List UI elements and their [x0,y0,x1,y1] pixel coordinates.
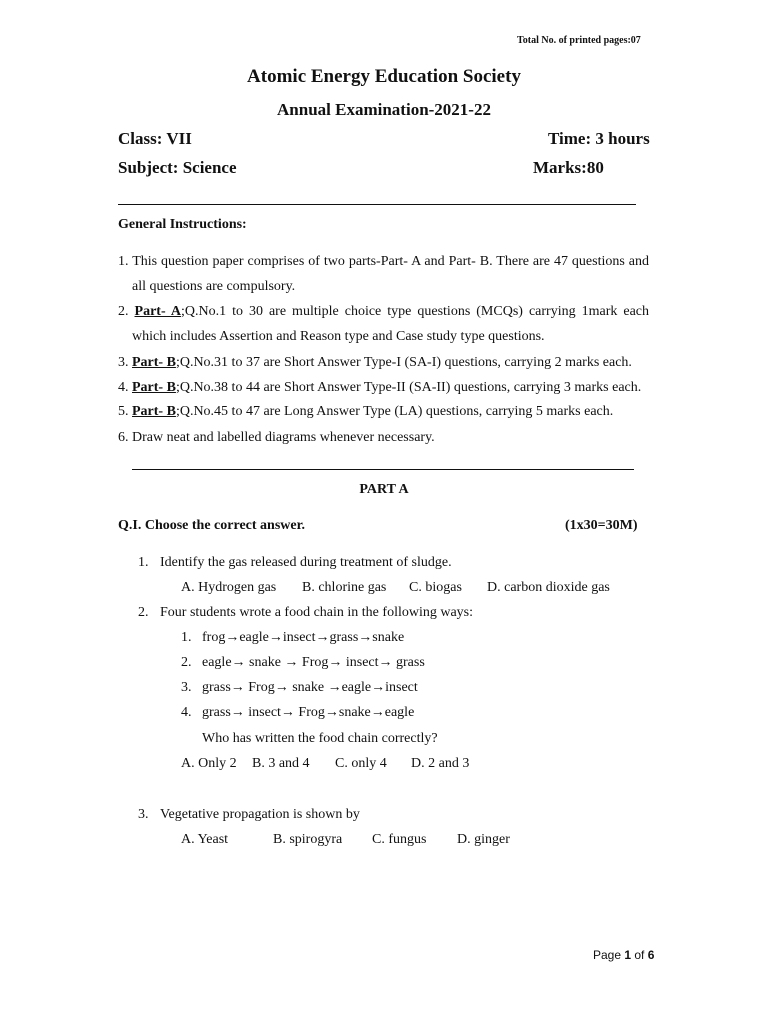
marks-label: Marks:80 [533,158,604,177]
instruction-1-cont: all questions are compulsory. [132,279,296,294]
question-1-option-c: C. biogas [409,580,462,595]
header-divider [118,204,636,205]
question-2-prompt: Who has written the food chain correctly? [202,731,438,746]
question-1-option-d: D. carbon dioxide gas [487,580,610,595]
question-2-text: Four students wrote a food chain in the following ways: [160,605,474,620]
question-3-option-a: A. Yeast [181,832,229,847]
time-label: Time: 3 hours [548,129,650,148]
part-a-label: Part- A [134,304,181,319]
food-chain-1-number: 1. [181,630,192,645]
food-chain-2-number: 2. [181,655,192,670]
question-1-option-a: A. Hydrogen gas [181,580,277,595]
question-3-option-d: D. ginger [457,832,510,847]
section-marks: (1x30=30M) [565,518,638,533]
subject-label: Subject: Science [118,158,237,177]
instruction-2-cont: which includes Assertion and Reason type and Case study type questions. [132,329,545,344]
question-3-option-b: B. spirogyra [273,832,343,847]
instructions-heading: General Instructions: [118,217,247,232]
question-1-text: Identify the gas released during treatment of sludge. [160,555,452,570]
food-chain-1: frog→eagle→insect→grass→snake [202,630,405,645]
question-3-text: Vegetative propagation is shown by [160,807,360,822]
instruction-4: 4. Part- B;Q.No.38 to 44 are Short Answer Type-II (SA-II) questions, carrying 3 marks each. [118,380,642,395]
question-2-number: 2. [138,605,149,620]
organization-title: Atomic Energy Education Society [247,66,521,87]
food-chain-3-number: 3. [181,680,192,695]
instruction-3: 3. Part- B;Q.No.31 to 37 are Short Answer Type-I (SA-I) questions, carrying 2 marks each. [118,355,632,370]
part-b-label: Part- B [132,404,176,419]
instruction-1: 1. This question paper comprises of two parts-Part- A and Part- B. There are 47 questions and [118,254,649,269]
class-label: Class: VII [118,129,192,148]
page-indicator: Page 1 of 6 [593,948,655,962]
printed-pages-note: Total No. of printed pages:07 [517,35,641,46]
question-2-option-b: B. 3 and 4 [252,756,310,771]
exam-title: Annual Examination-2021-22 [277,100,491,119]
part-b-label: Part- B [132,380,176,395]
food-chain-2: eagle→ snake → Frog→ insect→ grass [202,655,425,670]
part-b-label: Part- B [132,355,176,370]
instructions-divider [132,469,634,470]
question-3-number: 3. [138,807,149,822]
instruction-6: 6. Draw neat and labelled diagrams whenever necessary. [118,430,435,445]
instruction-5: 5. Part- B;Q.No.45 to 47 are Long Answer Type (LA) questions, carrying 5 marks each. [118,404,614,419]
food-chain-4: grass→ insect→ Frog→snake→eagle [202,705,415,720]
section-instruction: Q.I. Choose the correct answer. [118,518,306,533]
question-3-option-c: C. fungus [372,832,427,847]
question-2-option-d: D. 2 and 3 [411,756,470,771]
food-chain-3: grass→ Frog→ snake →eagle→insect [202,680,418,695]
question-2-option-a: A. Only 2 [181,756,237,771]
question-1-number: 1. [138,555,149,570]
instruction-2: 2. Part- A;Q.No.1 to 30 are multiple choice type questions (MCQs) carrying 1mark each [118,304,650,319]
food-chain-4-number: 4. [181,705,192,720]
question-1-option-b: B. chlorine gas [302,580,387,595]
part-a-title: PART A [359,482,409,497]
question-2-option-c: C. only 4 [335,756,387,771]
